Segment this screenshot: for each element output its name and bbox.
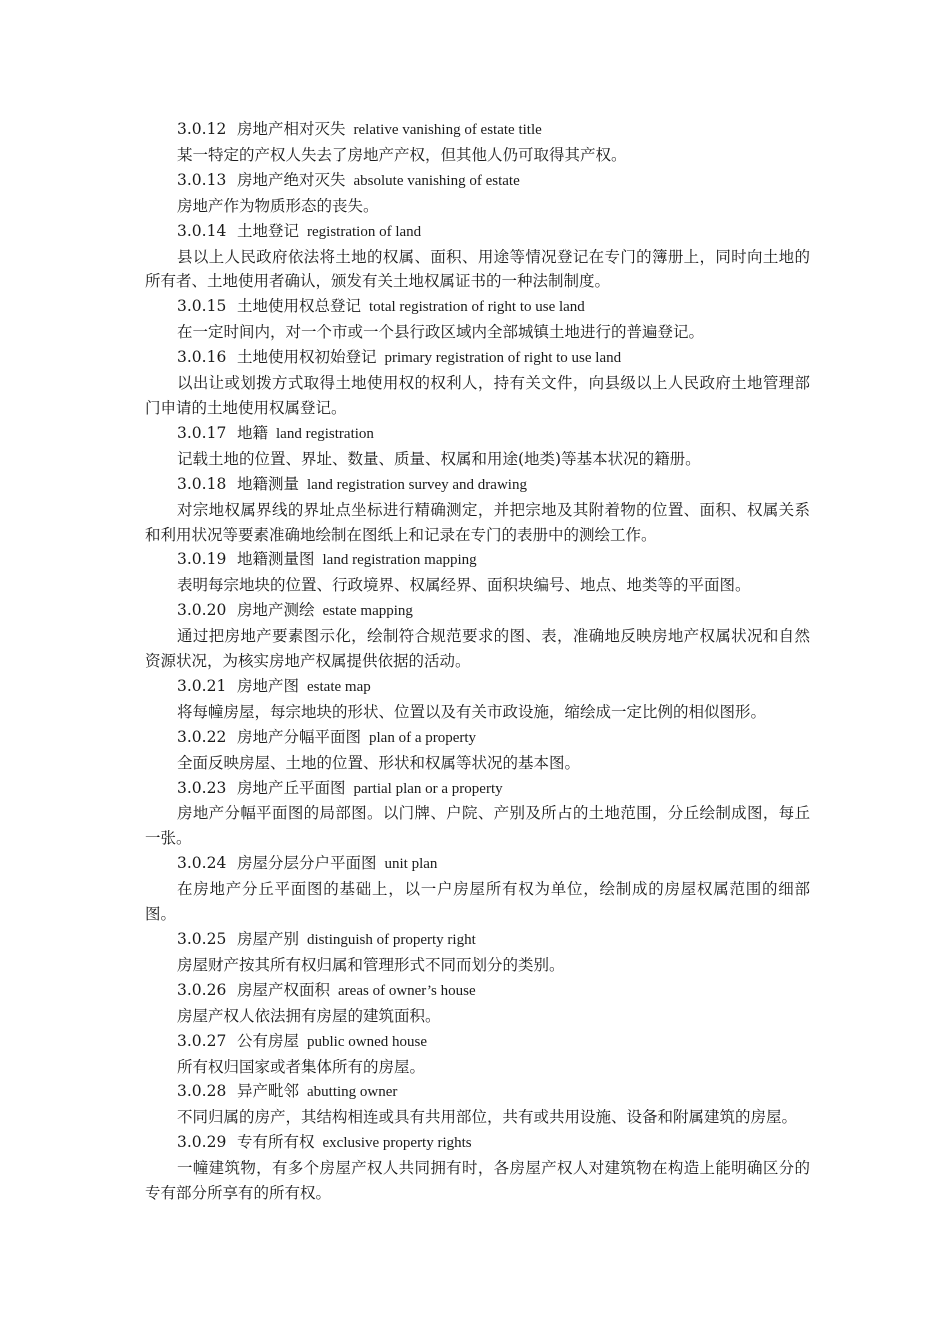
term-definition: 记载土地的位置、界址、数量、质量、权属和用途(地类)等基本状况的籍册。: [177, 449, 701, 468]
term-chinese: 专有所有权: [237, 1133, 315, 1152]
term-definition: 房屋财产按其所有权归属和管理形式不同而划分的类别。: [177, 955, 565, 974]
term-chinese: 公有房屋: [237, 1031, 300, 1050]
term-definition: 某一特定的产权人失去了房地产产权，但其他人仍可取得其产权。: [177, 145, 627, 164]
term-chinese: 土地使用权总登记: [237, 297, 362, 316]
term-heading: [145, 851, 810, 877]
term-chinese: 房地产相对灭失: [237, 120, 346, 138]
term-definition: 在房地产分丘平面图的基础上，以一户房屋所有权为单位，绘制成的房屋权属范围的细部图。: [145, 880, 810, 924]
term-heading: [145, 472, 810, 498]
term-english: partial plan or a property: [353, 780, 503, 797]
term-definition: 对宗地权属界线的界址点坐标进行精确测定，并把宗地及其附着物的位置、面积、权属关系和利用状况等要素准确地绘制在图纸上和记录在专门的表册中的测绘工作。: [145, 500, 810, 544]
term-chinese: 房屋产权面积: [237, 980, 331, 999]
term-heading: [145, 294, 810, 320]
term-definition: 县以上人民政府依法将土地的权属、面积、用途等情况登记在专门的簿册上，同时向土地的所有者、土地使用者确认，颁发有关土地权属证书的一种法制制度。: [145, 247, 810, 291]
term-english: estate mapping: [322, 603, 413, 620]
term-chinese: 房地产丘平面图: [237, 778, 346, 797]
term-english: unit plan: [384, 856, 438, 873]
term-definition: 以出让或划拨方式取得土地使用权的权利人，持有关文件，向县级以上人民政府土地管理部门申请的土地使用权属登记。: [145, 374, 810, 417]
term-english: relative vanishing of estate title: [353, 122, 542, 138]
term-chinese: 房地产绝对灭失: [237, 170, 346, 189]
term-heading: [145, 927, 810, 953]
clause-number: 3.0.16: [177, 348, 227, 367]
term-chinese: 房屋分层分户平面图: [237, 854, 377, 873]
term-chinese: 房屋产别: [237, 930, 300, 948]
clause-number: 3.0.28: [177, 1082, 227, 1101]
document-body: [145, 117, 810, 1206]
term-english: land registration: [276, 425, 374, 442]
term-definition: 不同归属的房产，其结构相连或具有共用部位，共有或共用设施、设备和附属建筑的房屋。: [177, 1108, 798, 1127]
term-definition: 房屋产权人依法拥有房屋的建筑面积。: [177, 1006, 441, 1025]
term-heading: [145, 1130, 810, 1156]
term-chinese: 房地产图: [237, 676, 300, 695]
clause-number: 3.0.21: [177, 676, 227, 695]
term-english: exclusive property rights: [322, 1135, 472, 1152]
term-chinese: 房地产分幅平面图: [237, 727, 362, 746]
term-definition: 一幢建筑物，有多个房屋产权人共同拥有时，各房屋产权人对建筑物在构造上能明确区分的专有部分所享有的所有权。: [145, 1159, 810, 1203]
term-heading: [145, 725, 810, 751]
clause-number: 3.0.26: [177, 980, 227, 999]
term-heading: [145, 1029, 810, 1055]
term-english: areas of owner’s house: [338, 982, 476, 999]
term-definition: 房地产作为物质形态的丧失。: [177, 196, 379, 215]
term-english: primary registration of right to use land: [384, 350, 622, 367]
clause-number: 3.0.19: [177, 550, 227, 569]
term-english: registration of land: [307, 223, 422, 240]
clause-number: 3.0.22: [177, 727, 227, 746]
term-definition: 房地产分幅平面图的局部图。以门牌、户院、产别及所占的土地范围，分丘绘制成图，每丘一张。: [145, 804, 810, 848]
clause-number: 3.0.24: [177, 854, 227, 873]
term-english: plan of a property: [369, 729, 477, 746]
term-heading: [145, 345, 810, 371]
clause-number: 3.0.12: [177, 120, 227, 138]
term-chinese: 土地登记: [237, 221, 300, 240]
term-definition: 所有权归国家或者集体所有的房屋。: [177, 1057, 426, 1076]
term-heading: [145, 547, 810, 573]
term-heading: [145, 168, 810, 194]
term-heading: [145, 421, 810, 447]
clause-number: 3.0.13: [177, 170, 227, 189]
term-english: abutting owner: [307, 1084, 398, 1101]
clause-number: 3.0.23: [177, 778, 227, 797]
term-definition: 表明每宗地块的位置、行政境界、权属经界、面积块编号、地点、地类等的平面图。: [177, 576, 751, 595]
term-definition: 将每幢房屋，每宗地块的形状、位置以及有关市政设施，缩绘成一定比例的相似图形。: [177, 702, 767, 721]
term-english: land registration mapping: [322, 552, 477, 569]
term-chinese: 地籍测量: [237, 474, 300, 493]
term-english: public owned house: [307, 1033, 427, 1050]
term-definition: 在一定时间内，对一个市或一个县行政区域内全部城镇土地进行的普遍登记。: [177, 323, 705, 342]
term-english: estate map: [307, 678, 371, 695]
term-chinese: 地籍测量图: [237, 550, 315, 569]
clause-number: 3.0.15: [177, 297, 227, 316]
clause-number: 3.0.14: [177, 221, 227, 240]
term-english: absolute vanishing of estate: [353, 172, 520, 189]
term-heading: [145, 978, 810, 1004]
term-heading: [145, 219, 810, 245]
clause-number: 3.0.29: [177, 1133, 227, 1152]
term-heading: [145, 776, 810, 802]
term-heading: [145, 674, 810, 700]
term-chinese: 土地使用权初始登记: [237, 348, 377, 367]
clause-number: 3.0.18: [177, 474, 227, 493]
term-definition: 全面反映房屋、土地的位置、形状和权属等状况的基本图。: [177, 753, 581, 772]
term-heading: [145, 598, 810, 624]
clause-number: 3.0.27: [177, 1031, 227, 1050]
term-chinese: 地籍: [237, 423, 269, 442]
term-chinese: 异产毗邻: [237, 1082, 300, 1101]
clause-number: 3.0.20: [177, 601, 227, 620]
term-chinese: 房地产测绘: [237, 601, 315, 620]
term-definition: 通过把房地产要素图示化，绘制符合规范要求的图、表，准确地反映房地产权属状况和自然资源状况，为核实房地产权属提供依据的活动。: [145, 627, 810, 671]
term-heading: [145, 1079, 810, 1105]
term-heading: [145, 117, 810, 143]
term-english: land registration survey and drawing: [307, 476, 527, 493]
term-english: total registration of right to use land: [369, 299, 585, 316]
clause-number: 3.0.17: [177, 423, 227, 442]
term-english: distinguish of property right: [307, 932, 476, 948]
clause-number: 3.0.25: [177, 930, 227, 948]
